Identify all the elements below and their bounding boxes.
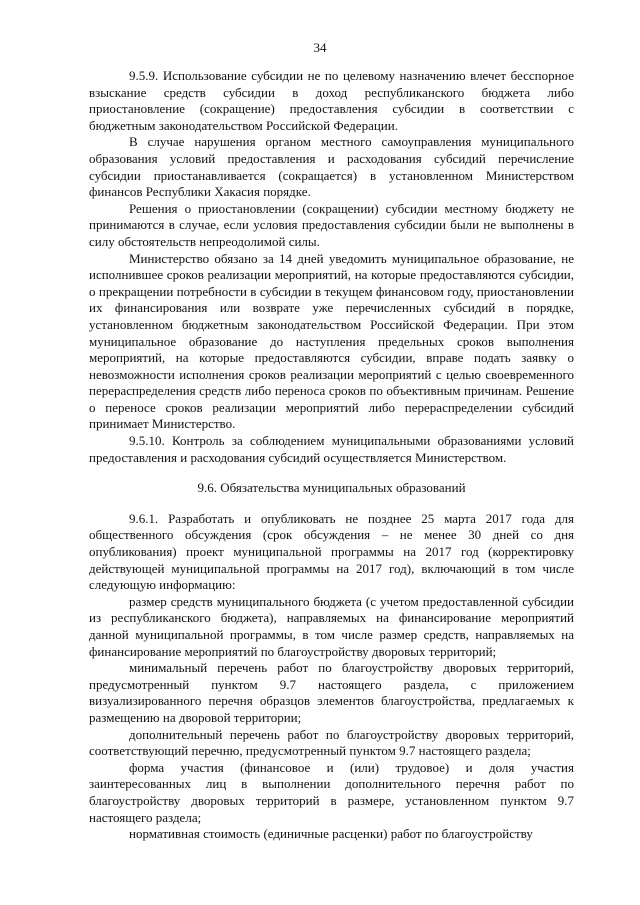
list-item-normative-cost: нормативная стоимость (единичные расценки) работ по благоустройству	[129, 826, 533, 842]
paragraph-9-5-9: 9.5.9. Использование субсидии не по целевому назначению влечет бесспорное взыскание средств субсидии в доход республиканского бюджета либо приостановление (сокращение) предоставления субсидии в соответствии с бюджетным законодательством Российской Федерации.	[89, 68, 574, 133]
list-item-minimal-works: минимальный перечень работ по благоустройству дворовых территорий, предусмотренный пунктом 9.7 настоящего раздела, с приложением визуализированного перечня образцов элементов благоустройства, предлагаемых к размещению на дворовой территории;	[89, 660, 574, 725]
section-heading: 9.6. Обязательства муниципальных образований	[197, 480, 466, 496]
list-item-budget: размер средств муниципального бюджета (с учетом предоставленной субсидии из республиканского бюджета), направляемых на финансирование мероприятий данной муниципальной программы, в том числе размер средств, направляемых на финансирование мероприятий по благоустройству дворовых территорий;	[89, 593, 574, 659]
paragraph-9-5-10: 9.5.10. Контроль за соблюдением муниципальными образованиями условий предоставления и расходования субсидий осуществляется Министерством.	[89, 433, 574, 465]
list-item-participation: форма участия (финансовое и (или) трудовое) и доля участия заинтересованных лиц в выполнении дополнительного перечня работ по благоустройству дворовых территорий в размере, установленном пунктом 9.7 настоящего раздела;	[89, 759, 574, 825]
paragraph-ministry-notice: Министерство обязано за 14 дней уведомить муниципальное образование, не исполнившее сроков реализации мероприятий, на которые предоставляются субсидии, о прекращении потребности в субсидии в текущем финансовом году, приостановлении их финансирования или возврате уже перечисленных субсидий в порядке, установленном бюджетным законодательством Российской Федерации. При этом муниципальное образование до наступления предельных сроков выполнения мероприятий, на которые предоставляются субсидии, вправе подать заявку о невозможности исполнения сроков реализации мероприятий с целью своевременного перераспределения средств либо переноса сроков по объективным причинам. Решение о переносе сроков реализации мероприятий либо перераспределении субсидий принимает Министерство.	[89, 250, 574, 432]
list-item-additional-works: дополнительный перечень работ по благоустройству дворовых территорий, соответствующий перечню, предусмотренный пунктом 9.7 настоящего раздела;	[89, 726, 574, 759]
paragraph-9-6-1: 9.6.1. Разработать и опубликовать не позднее 25 марта 2017 года для общественного обсуждения (срок обсуждения – не менее 30 дней со дня опубликования) проект муниципальной программы на 2017 год (корректировку действующей муниципальной программы на 2017 год), включающий в том числе следующую информацию:	[89, 510, 574, 593]
paragraph-force-majeure: Решения о приостановлении (сокращении) субсидии местному бюджету не принимаются в случае, если условия предоставления субсидии были не выполнены в силу обстоятельств непреодолимой силы.	[89, 200, 574, 249]
document-body	[89, 68, 574, 843]
page-number: 34	[313, 40, 327, 55]
paragraph-violation: В случае нарушения органом местного самоуправления муниципального образования условий предоставления и расходования субсидий перечисление субсидии приостанавливается (сокращается) в установленном Министерством финансов Республики Хакасия порядке.	[89, 134, 574, 200]
